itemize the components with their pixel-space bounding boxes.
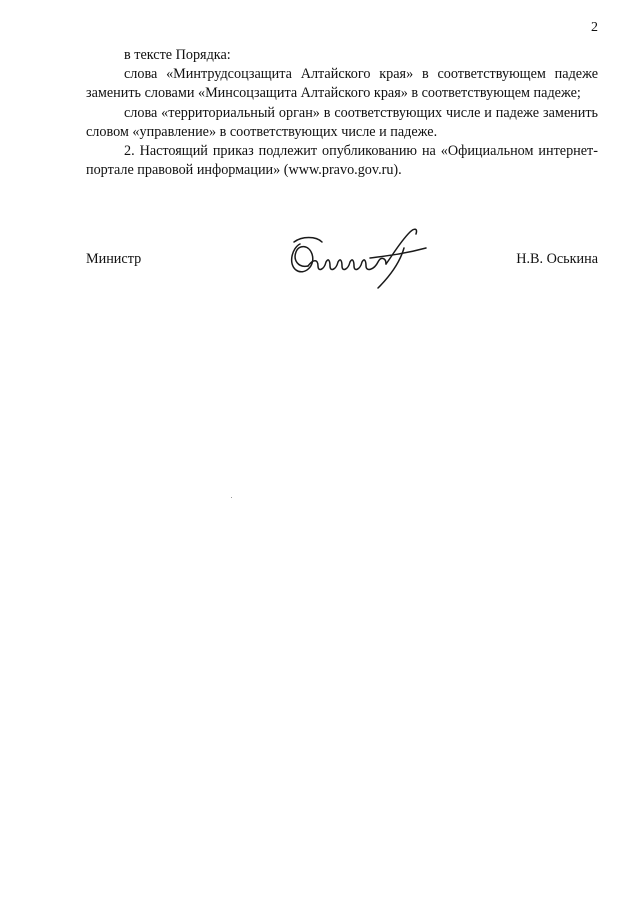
document-body xyxy=(86,46,598,180)
paragraph-replace-body: слова «территориальный орган» в соответствующих числе и падеже заменить словом «управление» в соответствующих числе и падеже. xyxy=(86,104,598,140)
signer-name: Н.В. Оськина xyxy=(516,251,598,267)
scan-speck xyxy=(231,497,232,498)
signature-block xyxy=(86,226,598,296)
paragraph-replace-ministry: слова «Минтрудсоцзащита Алтайского края» в соответствующем падеже заменить словами «Минсоцзащита Алтайского края» в соответствующем падеже; xyxy=(86,66,598,102)
handwritten-signature xyxy=(282,218,432,292)
paragraph-publication: 2. Настоящий приказ подлежит опубликованию на «Официальном интернет-портале правовой информации» (www.pravo.gov.ru). xyxy=(86,143,598,179)
signer-position: Министр xyxy=(86,251,142,267)
paragraph-order-text: в тексте Порядка: xyxy=(124,47,231,63)
page-number: 2 xyxy=(591,20,598,35)
